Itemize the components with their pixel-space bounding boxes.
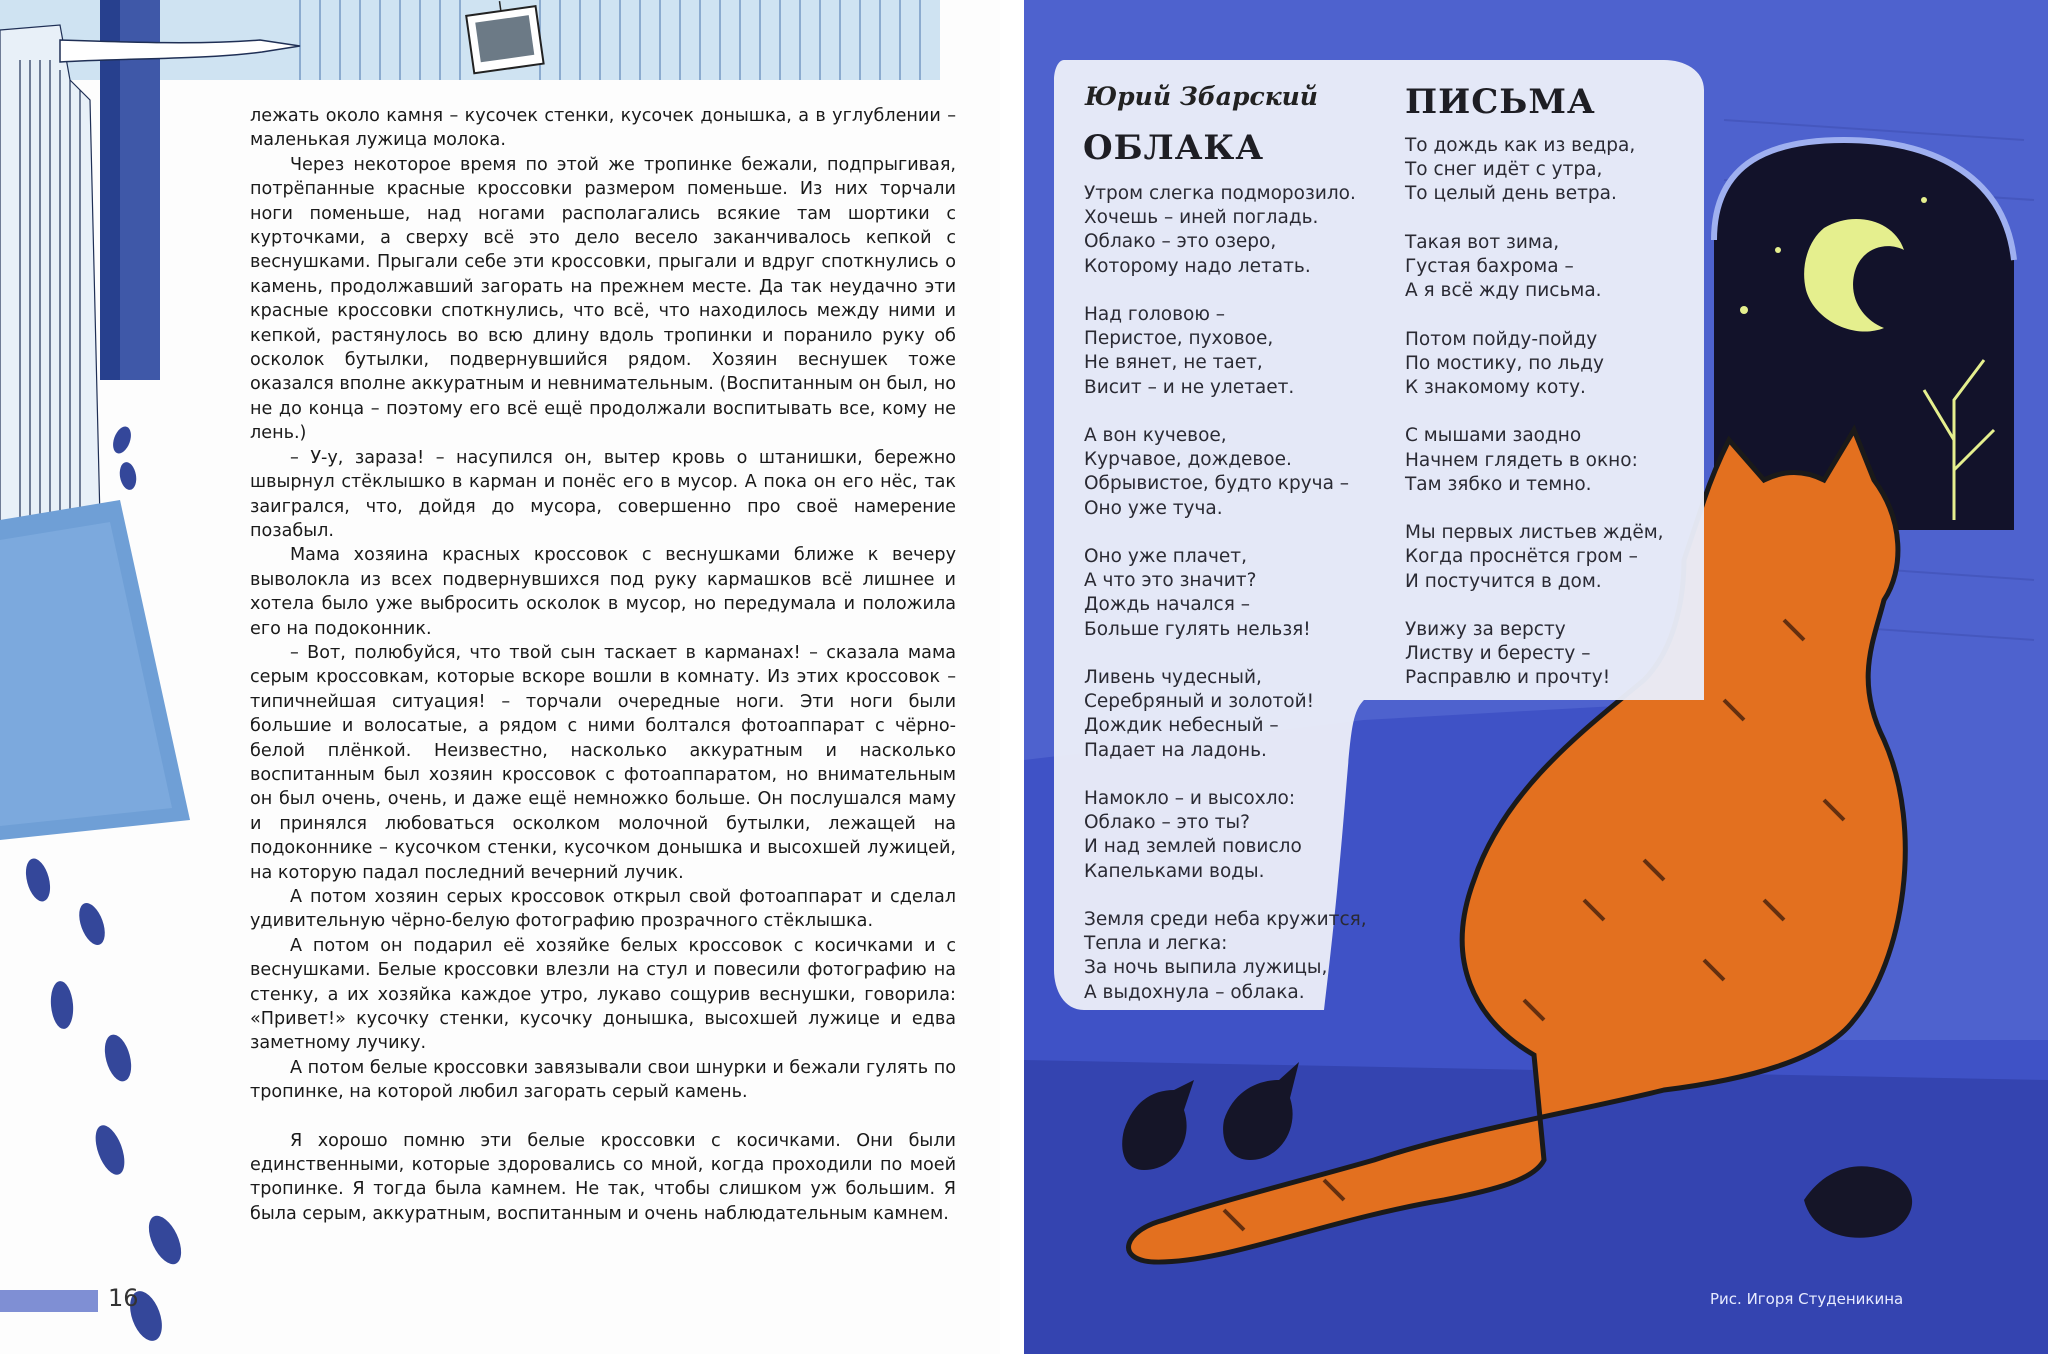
story-paragraph: Мама хозяина красных кроссовок с веснушками ближе к вечеру выволокла из всех подвернувшихся под руку кармашков всё лишнее и хотела было уже выбросить осколок в мусор, но передумала и положила его на подоконник. (250, 545, 956, 639)
illustrator-credit: Рис. Игоря Студеникина (1710, 1290, 1904, 1308)
stanza (1084, 908, 1367, 1005)
poem-line: И постучится в дом. (1405, 570, 1602, 592)
story-paragraph: Через некоторое время по этой же тропинке бежали, подпрыгивая, потрёпанные красные кроссовки размером поменьше. Из них торчали ноги поменьше, над ногами располагались всякие там шортики с курточками, а сверху всё это дело весело заканчивалось кепкой с веснушками. Прыгали себе эти кроссовки, прыгали и вдруг споткнулись о камень, продолжавший загорать на прежнем месте. Да так неудачно эти красные кроссовки споткнулись, что всё, что находилось между ними и кепкой, растянулось во всю длину вдоль тропинки и поранило руку об осколок бутылки, подвернувшийся рядом. Хозяин веснушек тоже оказался вполне аккуратным и невнимательным. (Воспитанным он был, но не до конца – поэтому его всё ещё продолжали воспитывать все, кому не лень.) (250, 154, 956, 444)
poem-line: Висит – и не улетает. (1084, 376, 1295, 398)
story-text (250, 104, 956, 1226)
poem-line: Серебряный и золотой! (1084, 691, 1315, 713)
poem-line: Увижу за версту (1405, 618, 1566, 640)
poem-line: Дождь начался – (1084, 594, 1250, 616)
poem-line: Расправлю и прочту! (1405, 667, 1611, 689)
story-paragraph: Я хорошо помню эти белые кроссовки с косичками. Они были единственными, которые здоровались со мной, когда проходили по моей тропинке. Я тогда была камнем. Не так, чтобы слишком уж большим. Я была серым, аккуратным, воспитанным и очень наблюдательным камнем. (250, 1130, 956, 1224)
left-page (0, 0, 1000, 1354)
poem-line: Такая вот зима, (1405, 231, 1560, 253)
poem-line: Облако – это ты? (1084, 812, 1250, 834)
story-paragraph: А потом хозяин серых кроссовок открыл свой фотоаппарат и сделал удивительную чёрно-белую фотографию прозрачного стёклышка. (250, 887, 956, 932)
poem-line: Ливень чудесный, (1084, 667, 1262, 688)
stanza (1405, 231, 1664, 304)
story-paragraph: лежать около камня – кусочек стенки, кусочек донышка, а в углублении – маленькая лужица молока. (250, 106, 956, 151)
poem-line: Намокло – и высохло: (1084, 788, 1296, 809)
stanza (1405, 134, 1664, 207)
poem-line: Дождик небесный – (1084, 715, 1279, 737)
poem-line: Тепла и легка: (1084, 933, 1228, 955)
poem-line: По мостику, по льду (1405, 352, 1605, 374)
poem-line: А что это значит? (1084, 570, 1257, 592)
poem-line: А вон кучевое, (1084, 425, 1227, 446)
poem-line: Хочешь – иней погладь. (1084, 207, 1319, 229)
poem-line: То целый день ветра. (1405, 183, 1617, 205)
story-paragraph: – Вот, полюбуйся, что твой сын таскает в карманах! – сказала мама серым кроссовкам, которые вскоре вошли в комнату. Из этих кроссовок – типичнейшая ситуация! – торчали очередные ноги. Эти ноги были большие и волосатые, а рядом с ними болтался фотоаппарат с чёрно-белой плёнкой. Неизвестно, насколько аккуратным и насколько воспитанным был хозяин кроссовок с фотоаппаратом, но внимательным он был очень, очень, и даже ещё немножко больше. Он послушался маму и принялся любоваться осколком молочной бутылки, лежащей на подоконнике – кусочком стенки, кусочком донышка и высохшей лужицей, на которую падал последний вечерний лучик. (250, 642, 956, 883)
poem-line: Перистое, пуховое, (1084, 328, 1274, 350)
story-paragraph: – У-у, зараза! – насупился он, вытер кровь о штанишки, бережно швырнул стёклышко в карман и понёс его в мусор. А пока он его нёс, так заигрался, что, дойдя до мусора, совершенно про своё намерение позабыл. (250, 447, 956, 541)
poem-line: Не вянет, не тает, (1084, 352, 1263, 374)
poem-line: Капельками воды. (1084, 860, 1265, 882)
poem-line: Оно уже туча. (1084, 497, 1223, 519)
poem-letters (1405, 134, 1664, 715)
poem-title-clouds: ОБЛАКА (1083, 128, 1265, 168)
poem-title-letters: ПИСЬМА (1405, 82, 1596, 122)
page-number: 16 (108, 1284, 139, 1312)
stanza (1084, 303, 1367, 400)
figure-coat (0, 25, 100, 545)
poem-line: Там зябко и темно. (1405, 473, 1592, 495)
poem-line: Когда проснётся гром – (1405, 546, 1638, 568)
author-name: Юрий Збарский (1085, 82, 1318, 111)
stanza (1405, 424, 1664, 497)
poem-line: Начнем глядеть в окно: (1405, 449, 1638, 471)
stanza (1405, 521, 1664, 594)
stanza (1084, 787, 1367, 884)
poem-line: Обрывистое, будто круча – (1084, 473, 1350, 495)
poem-line: Утром слегка подморозило. (1084, 183, 1356, 204)
poem-line: За ночь выпила лужицы, (1084, 957, 1328, 979)
stanza (1084, 545, 1367, 642)
poem-line: Падает на ладонь. (1084, 739, 1267, 761)
poem-clouds (1084, 182, 1367, 1029)
story-paragraph: А потом он подарил её хозяйке белых кроссовок с косичками и с веснушками. Белые кроссовки влезли на стул и повесили фотографию на стенку, а их хозяйка каждое утро, лукаво сощурив веснушки, говорила: «Привет!» кусочку стенки, кусочку донышка, высохшей лужице и едва заметному лучику. (250, 935, 956, 1054)
poem-line: И над землей повисло (1084, 836, 1302, 858)
poem-line: Листву и бересту – (1405, 643, 1591, 665)
poem-line: С мышами заодно (1405, 425, 1582, 447)
poem-line: Оно уже плачет, (1084, 546, 1247, 567)
poem-line: К знакомому коту. (1405, 377, 1586, 398)
poem-line: Которому надо летать. (1084, 255, 1311, 277)
poem-line: То снег идёт с утра, (1405, 159, 1603, 181)
poem-line: То дождь как из ведра, (1405, 135, 1636, 156)
poem-line: А выдохнула – облака. (1084, 981, 1305, 1003)
poem-line: А я всё жду письма. (1405, 280, 1602, 302)
poem-line: Густая бахрома – (1405, 256, 1574, 277)
story-paragraph: А потом белые кроссовки завязывали свои шнурки и бежали гулять по тропинке, на которой любил загорать серый камень. (250, 1057, 956, 1103)
poem-line: Больше гулять нельзя! (1084, 618, 1311, 640)
poem-line: Потом пойду-пойду (1405, 328, 1598, 350)
poem-line: Мы первых листьев ждём, (1405, 522, 1664, 544)
stanza (1084, 666, 1367, 763)
poem-line: Земля среди неба кружится, (1084, 909, 1367, 930)
poem-line: Курчавое, дождевое. (1084, 449, 1292, 471)
stanza (1405, 328, 1664, 401)
poem-line: Облако – это озеро, (1084, 231, 1277, 253)
page-number-bar (0, 1290, 98, 1312)
stanza (1405, 618, 1664, 691)
stanza (1084, 424, 1367, 521)
poem-line: Над головою – (1084, 304, 1226, 325)
stanza (1084, 182, 1367, 279)
